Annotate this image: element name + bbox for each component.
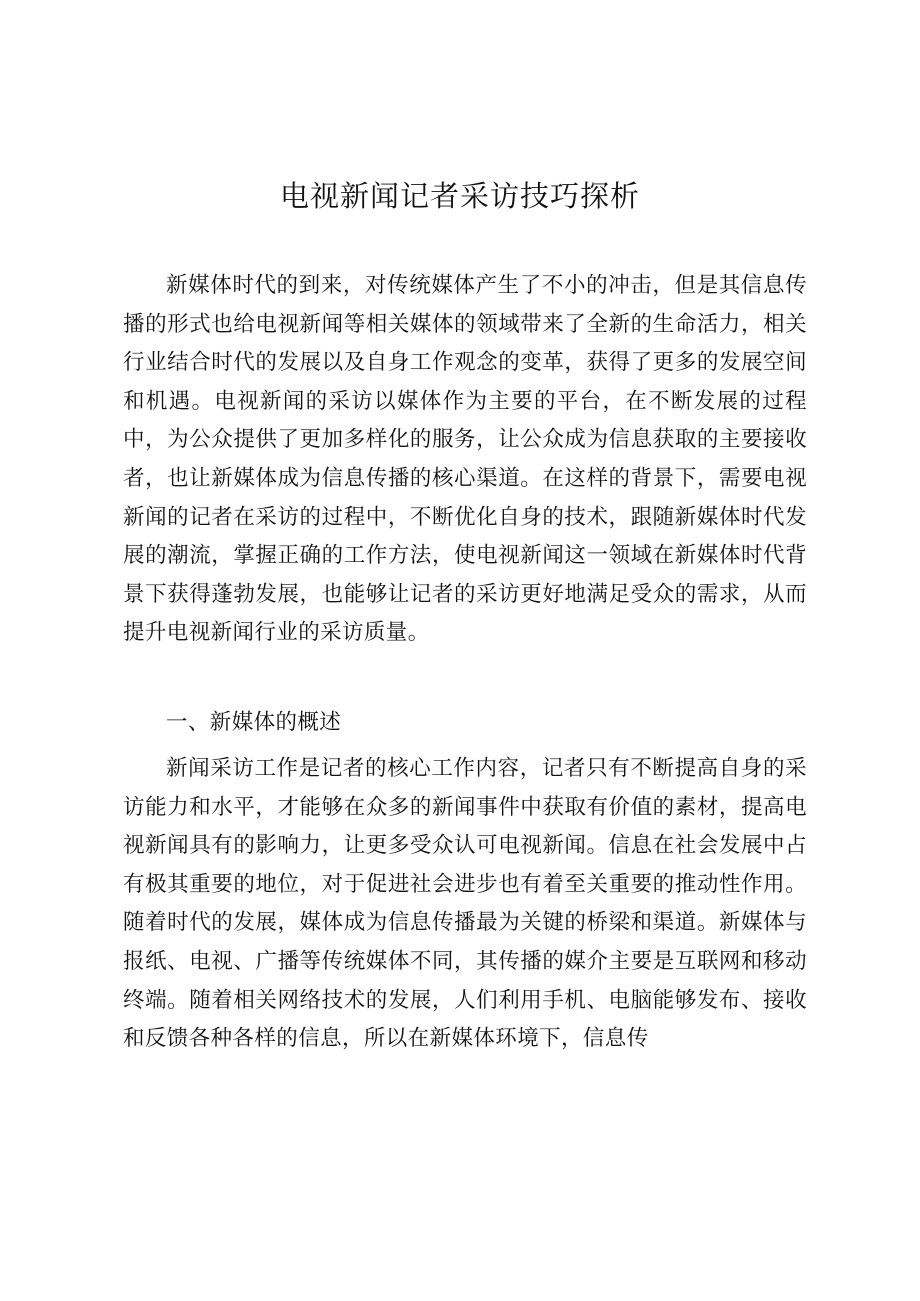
document-title: 电视新闻记者采访技巧探析: [279, 179, 640, 213]
section-paragraph: 新闻采访工作是记者的核心工作内容，记者只有不断提高自身的采访能力和水平，才能够在众多的新闻事件中获取有价值的素材，提高电视新闻具有的影响力，让更多受众认可电视新闻。信息在社会发展中占有极其重要的地位，对于促进社会进步也有着至关重要的推动性作用。随着时代的发展，媒体成为信息传播最为关键的桥梁和渠道。新媒体与报纸、电视、广播等传统媒体不同，其传播的媒介主要是互联网和移动终端。随着相关网络技术的发展，人们利用手机、电脑能够发布、接收和反馈各种各样的信息，所以在新媒体环境下，信息传: [123, 756, 807, 1052]
intro-paragraph: 新媒体时代的到来，对传统媒体产生了不小的冲击，但是其信息传播的形式也给电视新闻等相关媒体的领域带来了全新的生命活力，相关行业结合时代的发展以及自身工作观念的变革，获得了更多的发展空间和机遇。电视新闻的采访以媒体作为主要的平台，在不断发展的过程中，为公众提供了更加多样化的服务，让公众成为信息获取的主要接收者，也让新媒体成为信息传播的核心渠道。在这样的背景下，需要电视新闻的记者在采访的过程中，不断优化自身的技术，跟随新媒体时代发展的潮流，掌握正确的工作方法，使电视新闻这一领域在新媒体时代背景下获得蓬勃发展，也能够让记者的采访更好地满足受众的需求，从而提升电视新闻行业的采访质量。: [123, 273, 807, 646]
section-heading: 一、新媒体的概述: [166, 710, 342, 735]
